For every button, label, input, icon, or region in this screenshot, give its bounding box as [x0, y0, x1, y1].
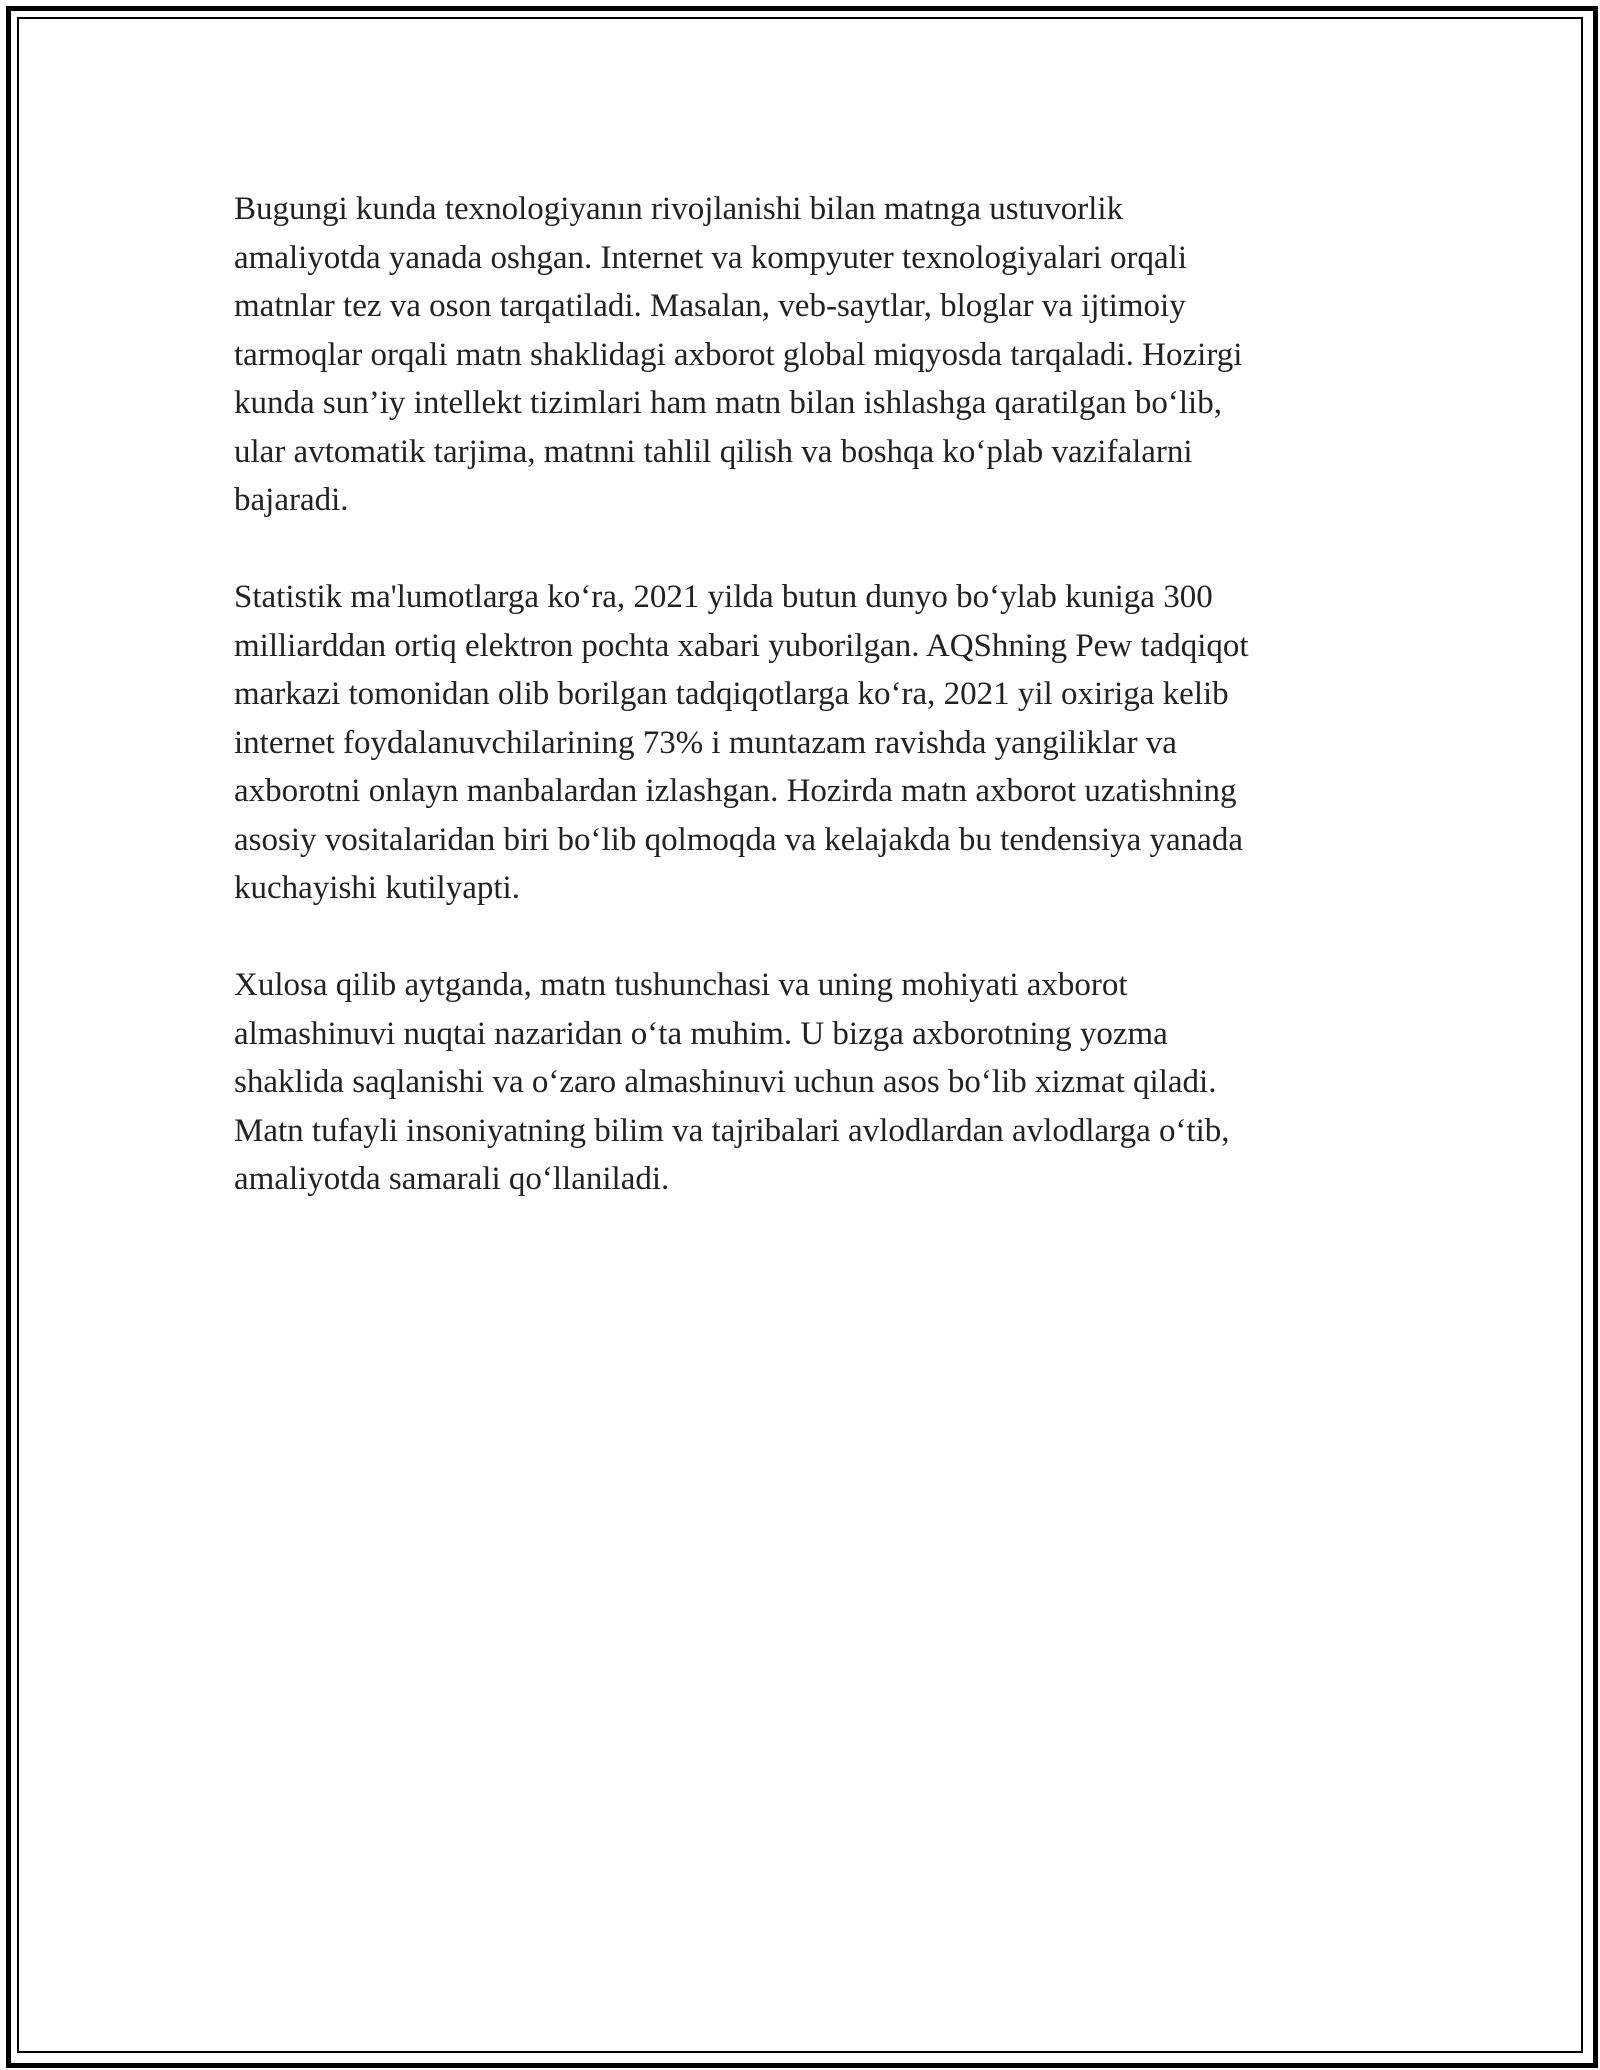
paragraph-line: matnlar tez va oson tarqatiladi. Masalan, veb-saytlar, bloglar va ijtimoiy — [234, 288, 1186, 324]
paragraph-line: shaklida saqlanishi va o‘zaro almashinuvi uchun asos bo‘lib xizmat qiladi. — [234, 1064, 1217, 1100]
paragraph-line: amaliyotda yanada oshgan. Internet va kompyuter texnologiyalari orqali — [234, 239, 1188, 276]
paragraph-line: markazi tomonidan olib borilgan tadqiqotlarga ko‘ra, 2021 yil oxiriga kelib — [234, 676, 1229, 712]
paragraph-line: internet foydalanuvchilarining 73% i muntazam ravishda yangiliklar va — [234, 724, 1177, 761]
paragraph-line: milliarddan ortiq elektron pochta xabari yuborilgan. AQShning Pew tadqiqot — [234, 627, 1249, 664]
document-body — [234, 185, 1384, 1252]
paragraph-line: kuchayishi kutilyapti. — [234, 870, 520, 906]
paragraph-2 — [234, 573, 1384, 913]
paragraph-line: almashinuvi nuqtai nazaridan o‘ta muhim. U bizga axborotning yozma — [234, 1015, 1168, 1052]
paragraph-3 — [234, 961, 1384, 1204]
paragraph-line: Bugungi kunda texnologiyanın rivojlanishi bilan matnga ustuvorlik — [234, 191, 1124, 227]
paragraph-line: Xulosa qilib aytganda, matn tushunchasi va uning mohiyati axborot — [234, 967, 1128, 1003]
paragraph-line: axborotni onlayn manbalardan izlashgan. Hozirda matn axborot uzatishning — [234, 773, 1237, 809]
paragraph-line: kunda sun’iy intellekt tizimlari ham matn bilan ishlashga qaratilgan bo‘lib, — [234, 385, 1222, 421]
paragraph-line: tarmoqlar orqali matn shaklidagi axborot global miqyosda tarqaladi. Hozirgi — [234, 336, 1243, 373]
paragraph-line: asosiy vositalaridan biri bo‘lib qolmoqda va kelajakda bu tendensiya yanada — [234, 821, 1243, 858]
paragraph-line: Statistik ma'lumotlarga ko‘ra, 2021 yilda butun dunyo bo‘ylab kuniga 300 — [234, 579, 1213, 615]
paragraph-line: Matn tufayli insoniyatning bilim va tajribalari avlodlardan avlodlarga o‘tib, — [234, 1112, 1230, 1149]
paragraph-line: bajaradi. — [234, 482, 349, 518]
paragraph-line: amaliyotda samarali qo‘llaniladi. — [234, 1161, 670, 1197]
paragraph-1 — [234, 185, 1384, 525]
paragraph-line: ular avtomatik tarjima, matnni tahlil qilish va boshqa ko‘plab vazifalarni — [234, 433, 1193, 470]
